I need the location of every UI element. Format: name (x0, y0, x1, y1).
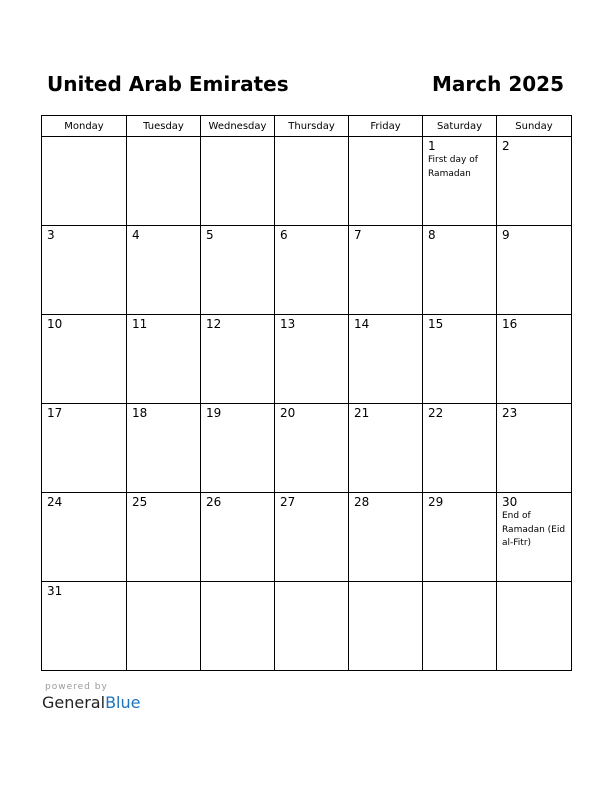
day-cell (423, 315, 497, 404)
holiday-label: First day of Ramadan (428, 155, 478, 179)
day-cell (42, 404, 127, 493)
powered-by-label: powered by (45, 682, 108, 692)
day-number: 11 (132, 317, 148, 331)
weekday-monday: Monday (42, 116, 127, 137)
calendar-weeks (42, 137, 572, 671)
day-cell (42, 582, 127, 671)
empty-day-cell (349, 582, 423, 671)
day-cell (349, 315, 423, 404)
day-number: 5 (206, 228, 214, 242)
empty-day-cell (201, 582, 275, 671)
empty-day-cell (42, 137, 127, 226)
day-number: 27 (280, 495, 296, 509)
empty-day-cell (349, 137, 423, 226)
day-cell (201, 404, 275, 493)
day-cell (42, 226, 127, 315)
day-cell (423, 493, 497, 582)
day-number: 20 (280, 406, 296, 420)
day-number: 16 (502, 317, 518, 331)
day-cell (42, 315, 127, 404)
week-row (42, 493, 572, 582)
weekday-tuesday: Tuesday (127, 116, 201, 137)
day-cell (349, 404, 423, 493)
weekday-thursday: Thursday (275, 116, 349, 137)
day-cell (423, 226, 497, 315)
day-cell (497, 226, 572, 315)
day-cell (201, 493, 275, 582)
day-number: 26 (206, 495, 222, 509)
week-row (42, 404, 572, 493)
day-cell (275, 226, 349, 315)
holiday-label: End of Ramadan (Eid al-Fitr) (502, 511, 566, 548)
day-number: 28 (354, 495, 370, 509)
day-number: 29 (428, 495, 444, 509)
day-cell (349, 493, 423, 582)
day-number: 12 (206, 317, 222, 331)
weekday-friday: Friday (349, 116, 423, 137)
weekday-header-row (42, 116, 572, 137)
day-number: 6 (280, 228, 288, 242)
day-cell (497, 493, 572, 582)
calendar-grid (41, 115, 572, 671)
week-row (42, 315, 572, 404)
empty-day-cell (275, 137, 349, 226)
empty-day-cell (497, 582, 572, 671)
empty-day-cell (423, 582, 497, 671)
day-cell (497, 315, 572, 404)
day-number: 2 (502, 139, 510, 153)
day-cell (127, 226, 201, 315)
day-cell (127, 493, 201, 582)
day-number: 14 (354, 317, 370, 331)
day-cell (423, 137, 497, 226)
calendar-country-title: United Arab Emirates (47, 72, 289, 96)
day-number: 13 (280, 317, 296, 331)
day-number: 7 (354, 228, 362, 242)
week-row (42, 137, 572, 226)
day-cell (42, 493, 127, 582)
day-cell (349, 226, 423, 315)
day-number: 24 (47, 495, 63, 509)
day-number: 19 (206, 406, 222, 420)
day-number: 18 (132, 406, 148, 420)
calendar-month-title: March 2025 (432, 72, 564, 96)
weekday-sunday: Sunday (497, 116, 572, 137)
day-cell (127, 404, 201, 493)
day-number: 3 (47, 228, 55, 242)
day-number: 30 (502, 495, 518, 509)
day-cell (275, 493, 349, 582)
day-cell (497, 137, 572, 226)
weekday-wednesday: Wednesday (201, 116, 275, 137)
generalblue-logo[interactable] (42, 693, 140, 712)
weekday-saturday: Saturday (423, 116, 497, 137)
day-number: 25 (132, 495, 148, 509)
day-number: 9 (502, 228, 510, 242)
day-number: 23 (502, 406, 518, 420)
day-cell (201, 226, 275, 315)
day-cell (201, 315, 275, 404)
brand-general-text: General (42, 693, 106, 712)
day-number: 17 (47, 406, 63, 420)
day-number: 15 (428, 317, 444, 331)
day-number: 21 (354, 406, 370, 420)
day-cell (127, 315, 201, 404)
empty-day-cell (201, 137, 275, 226)
empty-day-cell (127, 582, 201, 671)
day-cell (423, 404, 497, 493)
day-cell (275, 404, 349, 493)
week-row (42, 582, 572, 671)
empty-day-cell (275, 582, 349, 671)
day-number: 10 (47, 317, 63, 331)
day-cell (497, 404, 572, 493)
day-number: 22 (428, 406, 444, 420)
day-number: 4 (132, 228, 140, 242)
brand-blue-text: Blue (105, 693, 141, 712)
week-row (42, 226, 572, 315)
day-number: 31 (47, 584, 63, 598)
empty-day-cell (127, 137, 201, 226)
day-number: 8 (428, 228, 436, 242)
day-number: 1 (428, 139, 436, 153)
day-cell (275, 315, 349, 404)
